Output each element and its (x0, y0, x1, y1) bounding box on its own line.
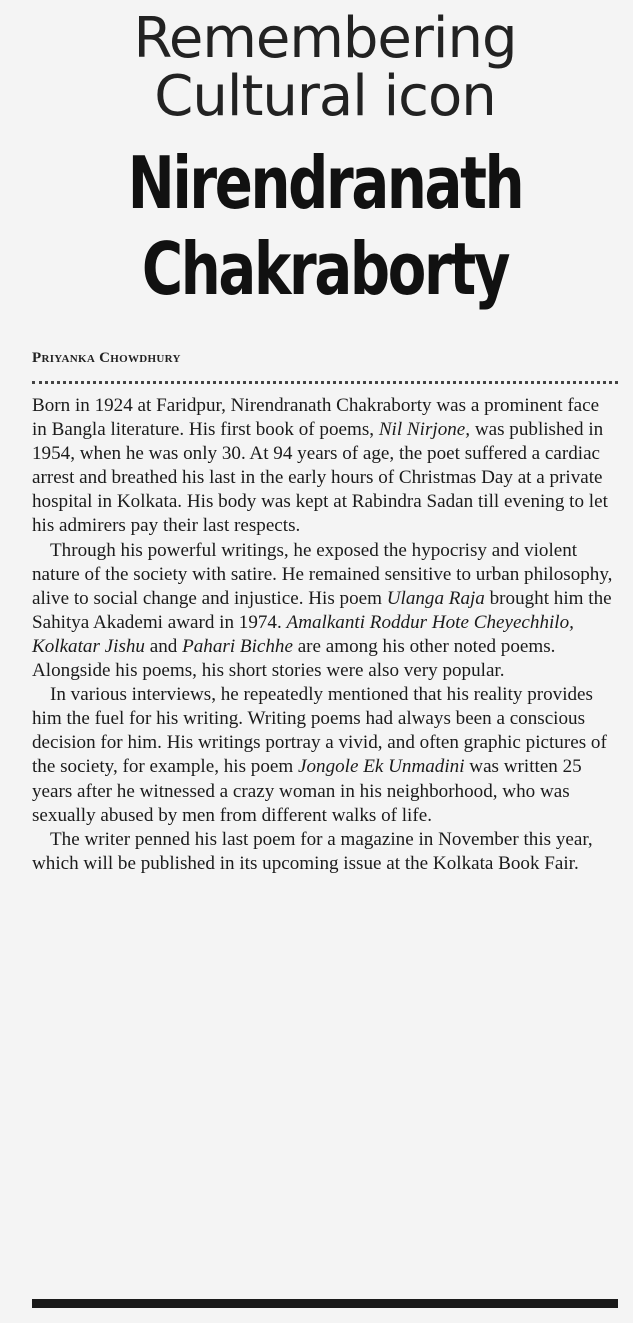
text-span: was written 25 years after he witnessed a crazy woman in his neighborhood, who was sexually abused by men from different walks of life. (32, 756, 582, 826)
text-span: Through his powerful writings, he exposed the hypocrisy and violent nature of the society with satire. He remained sensitive to urban philosophy, alive to social change and injustice. His poem (32, 539, 613, 609)
article (32, 0, 618, 876)
paragraph-3 (32, 683, 618, 828)
kicker-line-2: Cultural icon (154, 64, 496, 129)
kicker-line-1: Remembering (133, 6, 517, 71)
headline-line-1: Nirendranath (127, 141, 523, 225)
text-span: was published in 1954, when he was only 30. At 94 years of age, the poet suffered a cardiac arrest and breathed his last in the early hours of Christmas Day at a private hospital in Kolkata. His body was kept at Rabindra Sadan till evening to let his admirers pay their last respects. (32, 419, 608, 537)
paragraph-1 (32, 394, 618, 539)
text-span: The writer penned his last poem for a magazine in November this year, which will be published in its upcoming issue at the Kolkata Book Fair. (32, 828, 593, 874)
poem-title: Amalkanti Roddur Hote Cheyechhilo, Kolkatar Jishu (32, 611, 574, 657)
byline: Priyanka Chowdhury (32, 350, 181, 366)
poem-title: Ulanga Raja (386, 587, 485, 609)
paragraph-4 (32, 828, 618, 876)
poem-title: Nil Nirjone, (378, 419, 471, 441)
poem-title: Jongole Ek Unmadini (298, 756, 465, 778)
text-span: and (144, 635, 183, 657)
dotted-divider (32, 381, 618, 384)
text-span: In various interviews, he repeatedly mentioned that his reality provides him the fuel for his writing. Writing poems had always been a conscious decision for him. His writings portray a vivid, and often graphic pictures of the society, for example, his poem (32, 684, 607, 778)
headline-line-2: Chakraborty (141, 227, 509, 311)
text-span: Born in 1924 at Faridpur, Nirendranath Chakraborty was a prominent face in Bangla literature. His first book of poems, (32, 395, 600, 441)
text-span: brought him the Sahitya Akademi award in 1974. (32, 587, 612, 633)
headline (96, 140, 553, 312)
article-body (32, 394, 618, 876)
bottom-rule (32, 1299, 618, 1308)
kicker-heading (32, 6, 618, 129)
text-span: are among his other noted poems. Alongside his poems, his short stories were also very popular. (32, 635, 556, 682)
paragraph-2 (32, 539, 618, 684)
poem-title: Pahari Bichhe (182, 635, 293, 657)
